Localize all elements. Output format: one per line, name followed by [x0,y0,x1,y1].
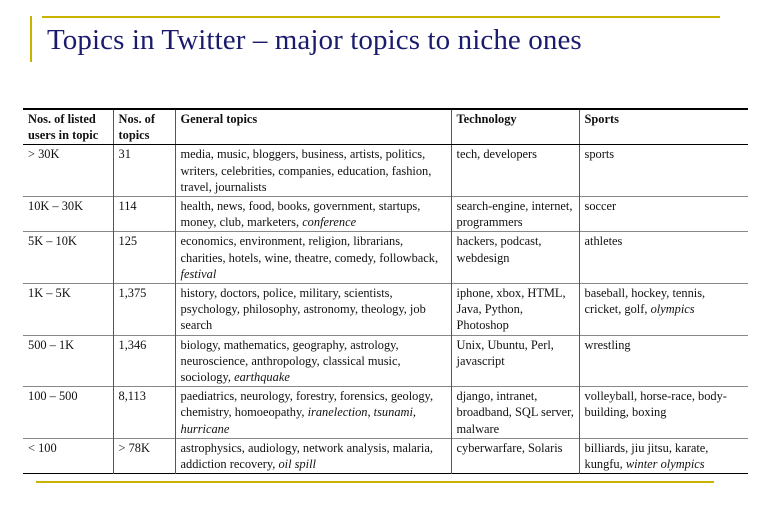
slide-title: Topics in Twitter – major topics to niche ones [47,24,582,56]
cell-topic-count: 125 [113,232,175,284]
cell-users: 500 – 1K [23,335,113,387]
cell-sports [579,438,748,473]
table-row [23,145,748,197]
topics-table [23,108,748,474]
cell-technology: search-engine, internet, programmers [451,197,579,232]
general-text: health, news, food, books, government, startups, money, club, marketers, [180,199,421,230]
top-rule [42,16,720,18]
general-text: astrophysics, audiology, network analysis, malaria, addiction recovery, [180,440,433,472]
cell-topic-count: 31 [113,145,175,197]
general-emphasis: iranelection, tsunami, hurricane [180,405,416,436]
cell-topic-count: 114 [113,197,175,232]
cell-sports [579,232,748,284]
sports-text: billiards, jiu jitsu, karate, kungfu, [584,440,709,472]
cell-general [175,438,451,473]
general-text: history, doctors, police, military, scientists, psychology, philosophy, astronomy, theology, job search [180,286,426,333]
sports-text: baseball, hockey, tennis, cricket, golf, [584,286,706,317]
cell-sports [579,335,748,387]
sports-text: athletes [584,234,623,249]
cell-technology: cyberwarfare, Solaris [451,438,579,473]
cell-technology: django, intranet, broadband, SQL server, malware [451,387,579,439]
cell-technology: iphone, xbox, HTML, Java, Python, Photoshop [451,284,579,336]
left-accent-bar [30,16,32,62]
cell-sports [579,387,748,439]
cell-technology: hackers, podcast, webdesign [451,232,579,284]
cell-technology: Unix, Ubuntu, Perl, javascript [451,335,579,387]
cell-users: 5K – 10K [23,232,113,284]
cell-users: 10K – 30K [23,197,113,232]
cell-technology: tech, developers [451,145,579,197]
cell-users: 1K – 5K [23,284,113,336]
sports-text: wrestling [584,337,631,352]
header-sports: Sports [579,109,748,145]
cell-general [175,335,451,387]
cell-topic-count: 1,346 [113,335,175,387]
cell-general [175,284,451,336]
header-topic-count: Nos. of topics [113,109,175,145]
sports-text: volleyball, horse-race, body-building, boxing [584,389,727,420]
general-emphasis: oil spill [278,457,316,472]
table-row [23,197,748,232]
sports-text: soccer [584,199,617,214]
cell-general [175,145,451,197]
sports-emphasis: olympics [650,302,695,317]
cell-general [175,197,451,232]
cell-topic-count: 1,375 [113,284,175,336]
table-row [23,232,748,284]
cell-general [175,387,451,439]
cell-sports [579,284,748,336]
cell-users: < 100 [23,438,113,473]
general-emphasis: earthquake [234,370,290,385]
table-row [23,284,748,336]
table-row [23,387,748,439]
table-header-row [23,109,748,145]
sports-emphasis: winter olympics [625,457,705,472]
general-emphasis: conference [302,215,357,230]
header-general-topics: General topics [175,109,451,145]
cell-general [175,232,451,284]
cell-sports [579,197,748,232]
header-users: Nos. of listed users in topic [23,109,113,145]
general-text: paediatrics, neurology, forestry, forensics, geology, chemistry, homoeopathy, [180,389,434,420]
general-emphasis: festival [180,266,217,281]
general-text: biology, mathematics, geography, astrology, neuroscience, anthropology, classical music, sociology, [180,337,401,385]
cell-users: > 30K [28,147,60,162]
cell-users: 100 – 500 [23,387,113,439]
bottom-rule [36,481,714,483]
table-row [23,335,748,387]
header-technology: Technology [451,109,579,145]
cell-topic-count: 8,113 [113,387,175,439]
sports-text: sports [584,147,615,162]
cell-sports [579,145,748,197]
general-text: economics, environment, religion, librarians, charities, hotels, wine, theatre, comedy, followback, [180,234,439,265]
general-text: media, music, bloggers, business, artists, politics, writers, celebrities, companies, education, fashion, travel, journalists [180,147,432,194]
table-row [23,438,748,473]
cell-topic-count: > 78K [113,438,175,473]
